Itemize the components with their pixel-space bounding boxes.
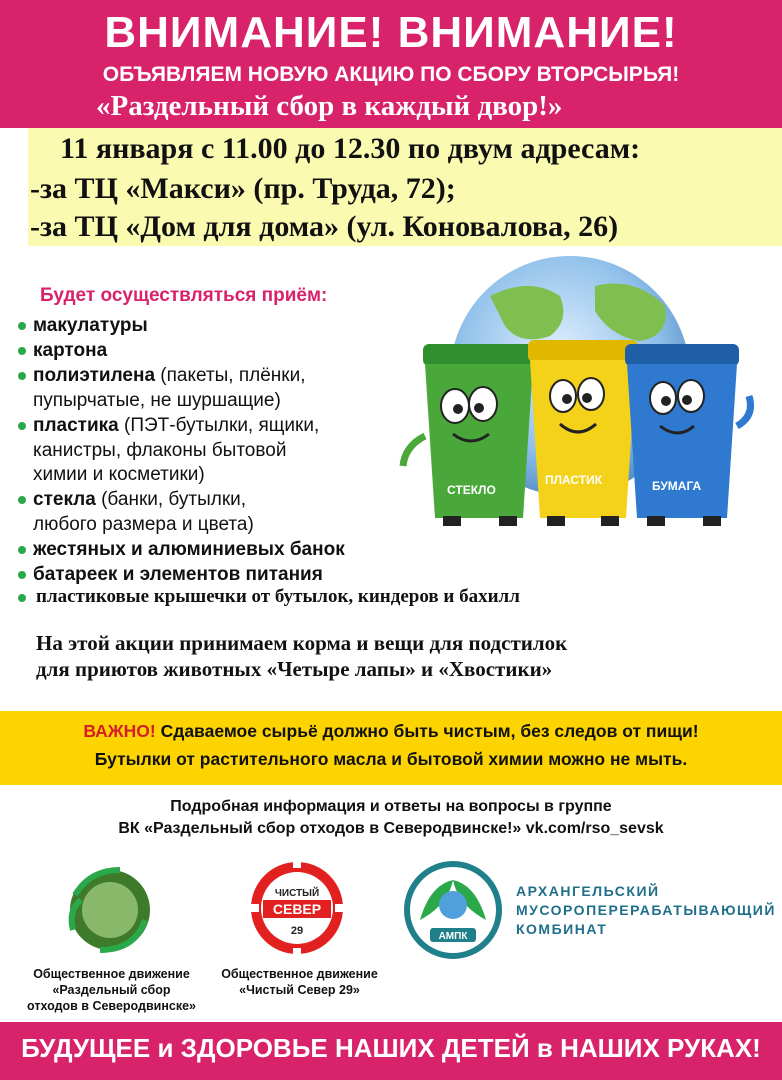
acceptance-item: химии и косметики) xyxy=(33,464,205,485)
footer-text: БУДУЩЕЕ и ЗДОРОВЬЕ НАШИХ ДЕТЕЙ в НАШИХ РУКАХ! xyxy=(21,1033,761,1063)
bullet-icon xyxy=(18,496,26,504)
info-line-1: Подробная информация и ответы на вопросы в группе xyxy=(170,798,612,815)
plastic-bin-label: ПЛАСТИК xyxy=(545,473,603,487)
plastic-bin-icon xyxy=(528,340,638,526)
chs-logo-num: 29 xyxy=(290,925,304,937)
acceptance-item: батареек и элементов питания xyxy=(18,563,323,587)
acceptance-item: любого размера и цвета) xyxy=(33,514,254,535)
glass-bin-label: СТЕКЛО xyxy=(447,483,496,497)
chs-logo-top: ЧИСТЫЙ xyxy=(274,888,320,899)
recycling-bins-illustration xyxy=(395,256,782,531)
bullet-icon xyxy=(18,546,26,554)
acceptance-item: картона xyxy=(18,339,107,363)
important-line-1: ВАЖНО! Сдаваемое сырьё должно быть чистым, без следов от пищи! xyxy=(83,721,699,741)
acceptance-item: полиэтилена (пакеты, плёнки, xyxy=(18,364,306,388)
ampk-name: АРХАНГЕЛЬСКИЙ МУСОРОПЕРЕРАБАТЫВАЮЩИЙ КОМБИНАТ xyxy=(516,883,776,937)
address-1: -за ТЦ «Макси» (пр. Труда, 72); xyxy=(30,172,456,205)
caps-line: пластиковые крышечки от бутылок, киндеров и бахилл xyxy=(18,586,520,608)
chs-logo-mid: СЕВЕР xyxy=(272,901,322,917)
acceptance-item: пупырчатые, не шуршащие) xyxy=(33,390,281,411)
rso-logo-icon xyxy=(55,860,165,960)
acceptance-item: стекла (банки, бутылки, xyxy=(18,488,246,512)
chisty-sever-logo-icon xyxy=(247,856,347,958)
acceptance-title: Будет осуществляться приём: xyxy=(40,285,328,306)
important-line-2: Бутылки от растительного масла и бытовой химии можно не мыть. xyxy=(94,749,688,769)
shelter-line-1: На этой акции принимаем корма и вещи для подстилок xyxy=(36,631,568,655)
page-title: ВНИМАНИЕ! ВНИМАНИЕ! xyxy=(104,8,678,57)
date-line: 11 января с 11.00 до 12.30 по двум адресам: xyxy=(60,132,641,165)
bullet-icon xyxy=(18,347,26,355)
paper-bin-label: БУМАГА xyxy=(652,479,702,493)
acceptance-item: жестяных и алюминиевых банок xyxy=(18,538,345,562)
slogan: «Раздельный сбор в каждый двор!» xyxy=(96,90,563,122)
bullet-icon xyxy=(18,322,26,330)
bullet-icon xyxy=(18,594,26,602)
schedule-box xyxy=(28,128,782,246)
ampk-logo-icon xyxy=(398,860,508,960)
ampk-logo-text: АМПК xyxy=(438,931,468,942)
address-2: -за ТЦ «Дом для дома» (ул. Коновалова, 26) xyxy=(30,210,619,243)
important-box xyxy=(0,711,782,785)
acceptance-item: макулатуры xyxy=(18,314,148,338)
bullet-icon xyxy=(18,422,26,430)
bullet-icon xyxy=(18,571,26,579)
acceptance-item: пластика (ПЭТ-бутылки, ящики, xyxy=(18,414,319,438)
shelter-line-2: для приютов животных «Четыре лапы» и «Хвостики» xyxy=(36,657,553,681)
bullet-icon xyxy=(18,372,26,380)
rso-label: Общественное движение «Раздельный сбор отходов в Северодвинске» xyxy=(27,967,196,1013)
page-subtitle: ОБЪЯВЛЯЕМ НОВУЮ АКЦИЮ ПО СБОРУ ВТОРСЫРЬЯ! xyxy=(102,63,680,86)
chs-label: Общественное движение «Чистый Север 29» xyxy=(221,967,378,997)
paper-bin-icon xyxy=(625,344,751,526)
acceptance-item: канистры, флаконы бытовой xyxy=(33,440,287,461)
glass-bin-icon xyxy=(403,344,535,526)
info-line-2: ВК «Раздельный сбор отходов в Северодвинске!» vk.com/rso_sevsk xyxy=(118,820,664,837)
